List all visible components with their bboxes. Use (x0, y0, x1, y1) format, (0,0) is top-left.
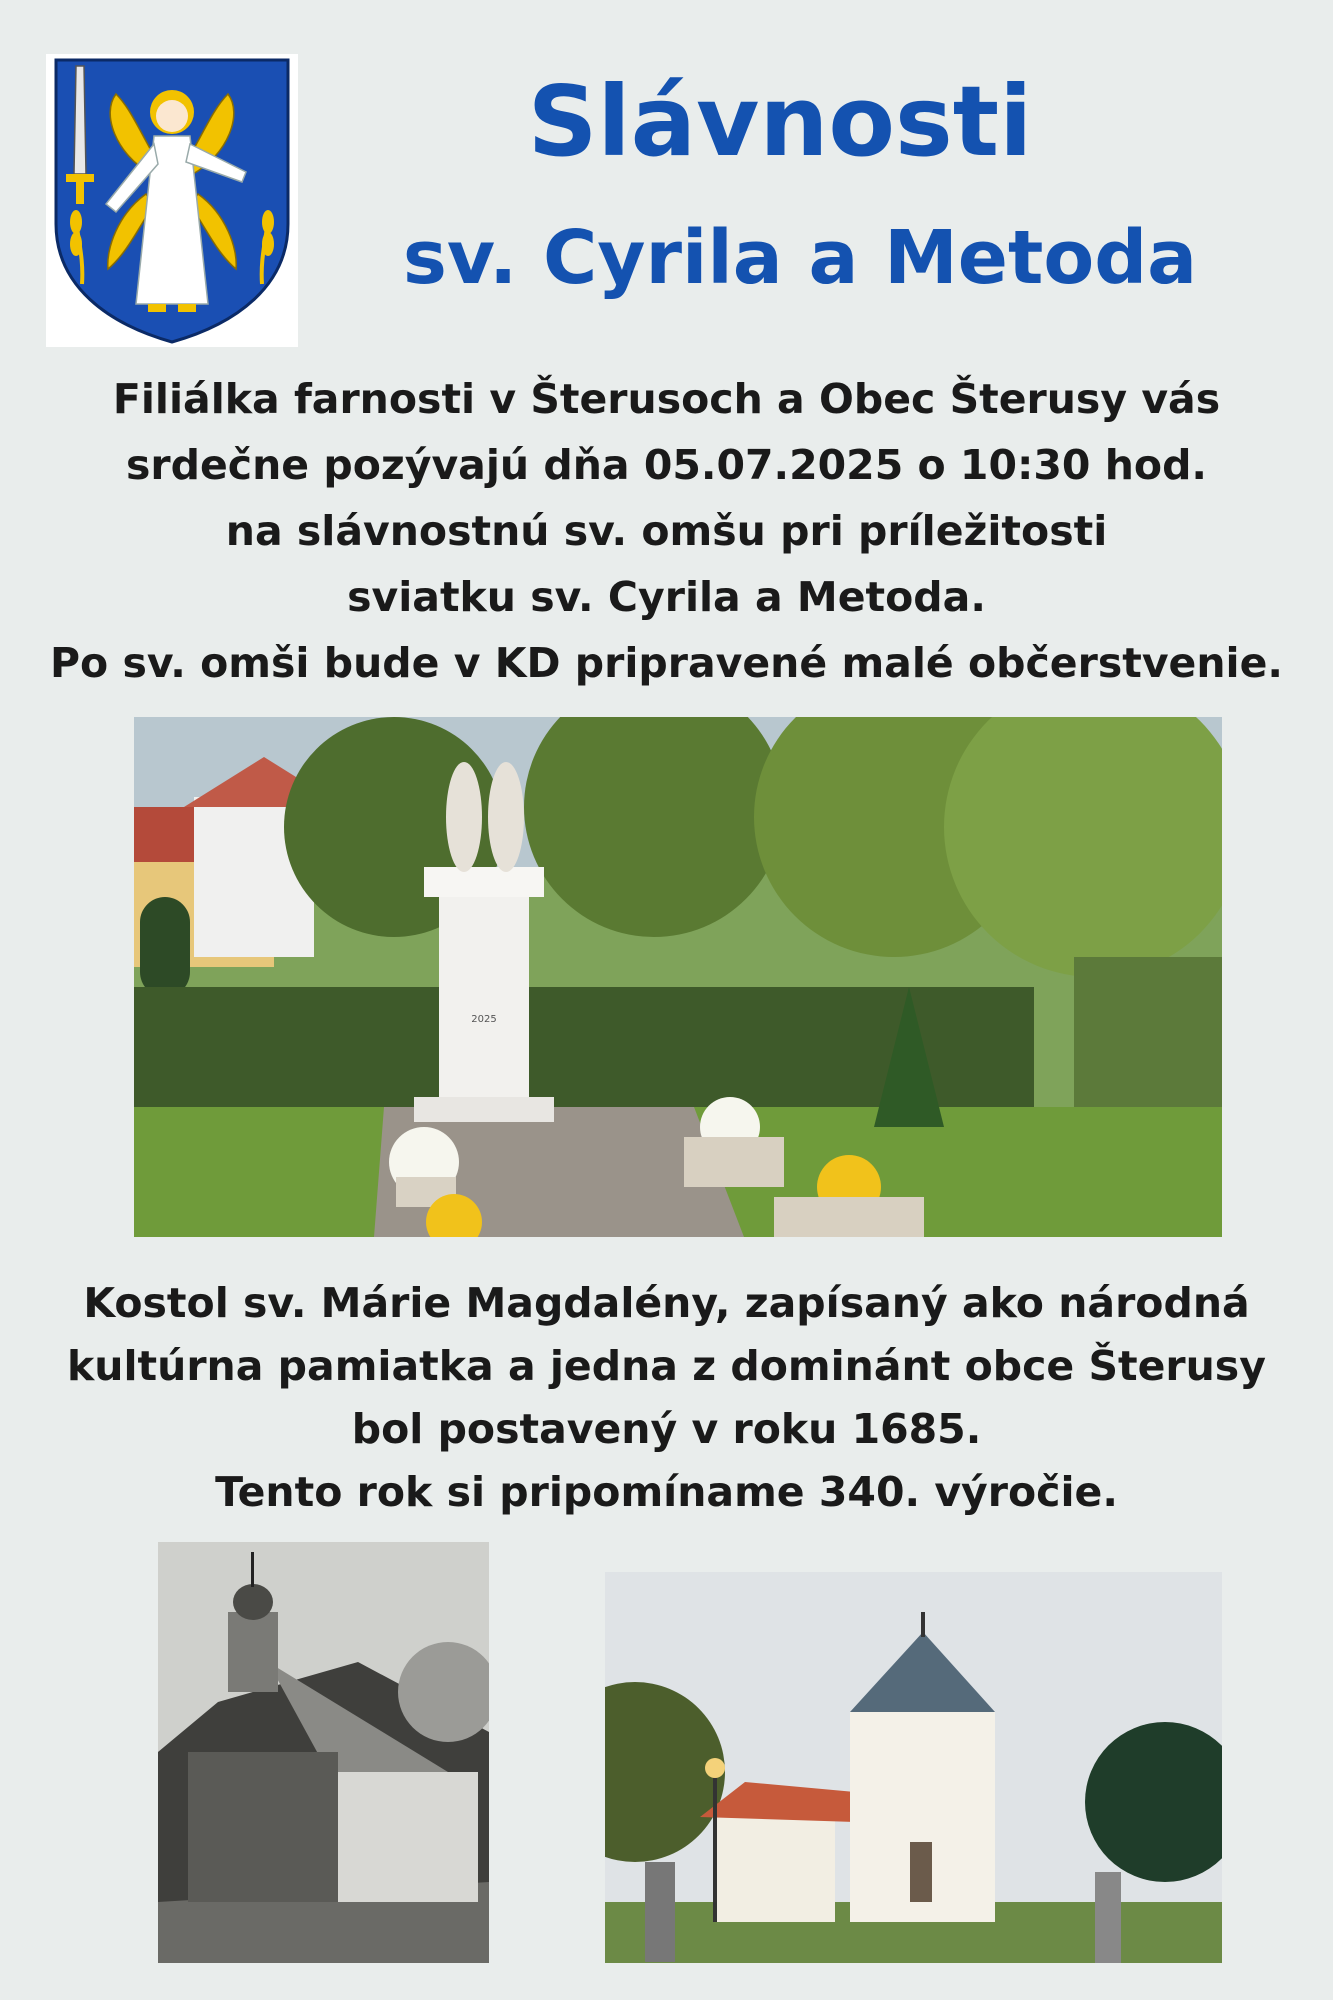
coat-of-arms-logo (46, 54, 298, 347)
page-title: Slávnosti (527, 65, 1033, 178)
church-info-line: bol postavený v roku 1685. (351, 1405, 982, 1453)
church-info-line: kultúrna pamiatka a jedna z dominánt obce Šterusy (67, 1342, 1266, 1390)
church-photo (605, 1572, 1222, 1963)
page-subtitle: sv. Cyrila a Metoda (402, 215, 1198, 301)
invitation-line: sviatku sv. Cyrila a Metoda. (347, 573, 986, 621)
church-info-line: Tento rok si pripomíname 340. výročie. (215, 1468, 1118, 1516)
monument-photo (134, 717, 1222, 1237)
invitation-text (0, 366, 1333, 696)
invitation-line: Po sv. omši bude v KD pripravené malé občerstvenie. (50, 639, 1283, 687)
monument-plaque-year: 2025 (471, 1014, 497, 1025)
church-info-text (0, 1272, 1333, 1524)
invitation-line: na slávnostnú sv. omšu pri príležitosti (225, 507, 1108, 555)
historic-church-photo (158, 1542, 489, 1963)
invitation-line: Filiálka farnosti v Šterusoch a Obec Šterusy vás (112, 375, 1221, 423)
invitation-line: srdečne pozývajú dňa 05.07.2025 o 10:30 hod. (126, 441, 1207, 489)
church-info-line: Kostol sv. Márie Magdalény, zapísaný ako národná (83, 1279, 1250, 1327)
